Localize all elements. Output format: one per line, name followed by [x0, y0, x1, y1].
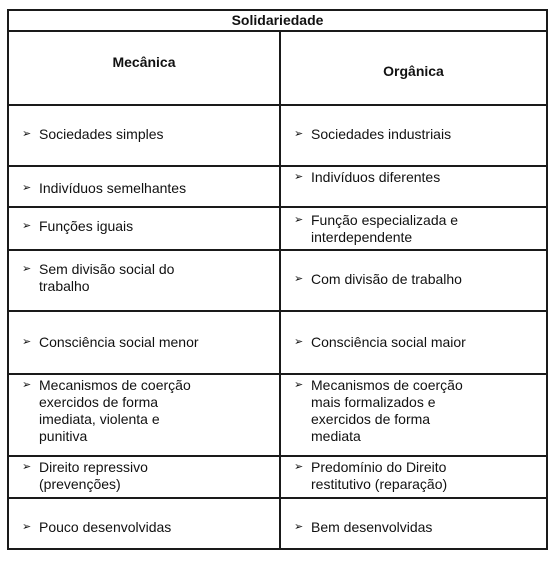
cell-mecanica [9, 312, 281, 373]
arrow-bullet-icon: ➢ [294, 273, 304, 285]
table-row [9, 312, 546, 375]
arrow-bullet-icon: ➢ [22, 521, 32, 533]
table-title: Solidariedade [9, 11, 546, 32]
cell-text: Predomínio do Direito restitutivo (reparação) [311, 459, 448, 492]
cell-mecanica [9, 167, 281, 206]
cell-text: Mecanismos de coerção exercidos de forma imediata, violenta e punitiva [39, 377, 191, 444]
cell-mecanica [9, 375, 281, 455]
cell-text: Indivíduos semelhantes [39, 180, 187, 196]
cell-mecanica [9, 457, 281, 497]
cell-text: Funções iguais [39, 218, 134, 234]
table-row [9, 251, 546, 312]
cell-organica [281, 375, 546, 455]
cell-text: Consciência social menor [39, 334, 199, 350]
arrow-bullet-icon: ➢ [22, 182, 32, 194]
table-row [9, 167, 546, 208]
arrow-bullet-icon: ➢ [294, 379, 304, 391]
cell-organica [281, 499, 546, 550]
table-row [9, 375, 546, 457]
cell-organica [281, 208, 546, 249]
arrow-bullet-icon: ➢ [294, 461, 304, 473]
cell-text: Direito repressivo (prevenções) [39, 459, 148, 492]
arrow-bullet-icon: ➢ [22, 263, 32, 275]
arrow-bullet-icon: ➢ [22, 379, 32, 391]
cell-organica [281, 167, 546, 206]
cell-text: Mecanismos de coerção mais formalizados e exercidos de forma mediata [311, 377, 463, 444]
table-row [9, 499, 546, 550]
cell-text: Consciência social maior [311, 334, 466, 350]
cell-mecanica [9, 106, 281, 165]
table-row [9, 457, 546, 499]
cell-mecanica [9, 251, 281, 310]
cell-text: Pouco desenvolvidas [39, 519, 172, 535]
cell-organica [281, 312, 546, 373]
cell-text: Indivíduos diferentes [311, 169, 441, 185]
arrow-bullet-icon: ➢ [22, 220, 32, 232]
arrow-bullet-icon: ➢ [294, 128, 304, 140]
table-row [9, 208, 546, 251]
column-header-organica: Orgânica [281, 32, 546, 106]
cell-text: Função especializada e interdependente [311, 212, 459, 245]
cell-text: Com divisão de trabalho [311, 271, 462, 287]
cell-organica [281, 251, 546, 310]
arrow-bullet-icon: ➢ [22, 128, 32, 140]
cell-text: Sociedades industriais [311, 126, 452, 142]
cell-text: Sociedades simples [39, 126, 164, 142]
table-row [9, 106, 546, 167]
cell-text: Sem divisão social do trabalho [39, 261, 175, 294]
column-header-mecanica: Mecânica [9, 32, 281, 106]
arrow-bullet-icon: ➢ [294, 336, 304, 348]
arrow-bullet-icon: ➢ [22, 461, 32, 473]
arrow-bullet-icon: ➢ [294, 214, 304, 226]
arrow-bullet-icon: ➢ [294, 171, 304, 183]
cell-text: Bem desenvolvidas [311, 519, 433, 535]
arrow-bullet-icon: ➢ [294, 521, 304, 533]
solidarity-table [7, 9, 548, 550]
arrow-bullet-icon: ➢ [22, 336, 32, 348]
cell-mecanica [9, 499, 281, 550]
cell-organica [281, 457, 546, 497]
cell-mecanica [9, 208, 281, 249]
cell-organica [281, 106, 546, 165]
